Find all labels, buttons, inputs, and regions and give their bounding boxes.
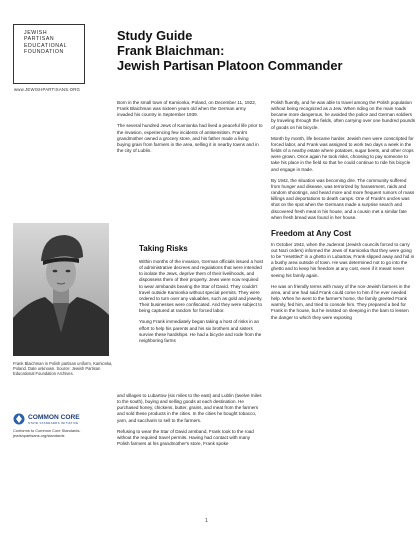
common-core-logo-icon [13,413,25,425]
right-column [271,100,416,321]
logo-line: JEWISH [24,30,48,36]
common-core-badge [13,413,113,438]
title-line-2: Frank Blaichman: [117,43,225,58]
logo-line: PARTISAN [24,36,55,43]
intro-paragraph: Born in the small town of Kamionka, Poland, on December 11, 1922, Frank Blaichman was sixteen years old when the German army invaded his country in September 1939. [117,100,257,118]
portrait-photo [13,223,109,356]
intro-column [117,100,263,154]
foundation-logo [24,30,84,56]
body-paragraph: By 1942, the situation was becoming dire. The community suffered from hunger and disease, was terrorized by harassment, raids and random shootings, and heard more and more frequent rumors of mass killings and deportations to death camps. One of Frank's uncles was shot on the spot when the Germans made a surprise search and discovered fresh meat in his house, and a cousin met a similar fate when fresh bread was found in her house. [271,177,415,220]
taking-risks-continued [117,393,263,447]
risks-paragraph: Young Frank immediately began taking a host of risks in an effort to help his parents and his six brothers and sisters survive these hardships. He had a bicycle and rode from the neighboring farms [139,319,262,343]
risks-paragraph: Refusing to wear the Star of David armband, Frank took to the road without the required travel permits. Having had contact with many Polish farmers at his grandmother's store, Frank spoke [117,428,254,447]
body-paragraph: In October 1942, when the Judenrat (Jewish councils forced to carry out Nazi orders) informed the Jews of Kamionka that they were going to be "resettled" in a ghetto in Lubartow, Frank slipped away and hid in a bushy area outside of town. He was determined not to go into the ghetto and to keep his freedom at any cost, even if it meant never seeing his family again. [271,241,415,278]
document-title [117,28,417,73]
title-line-3: Jewish Partisan Platoon Commander [117,58,343,73]
body-paragraph: Month by month, life became harder. Jewish men were conscripted for forced labor, and Frank was assigned to work two days a week in the fields of a nearby estate where potatoes, sugar beets, and other crops were grown. Once again he took risks, choosing to pay someone to take his place in the field so that he could continue to ride his bicycle and engage in trade. [271,135,414,172]
section-heading-taking-risks: Taking Risks [139,244,188,253]
common-core-name: COMMON CORE [28,413,80,421]
risks-paragraph: Within months of the invasion, German officials issued a host of administrative decrees and regulations that were intended to isolate the Jews, deprive them of their livelihoods, and dispossess them of their property. Jews were now required to wear armbands bearing the Star of David. They couldn't travel outside Kamionka without special permits. They were ordered to turn over any valuables, such as gold and jewelry. Their businesses were confiscated. And they were subject to being captured at random for forced labor. [139,259,264,314]
common-core-note: Conforms to Common Core Standards. jewishpartisans.org/standards [13,428,81,438]
intro-paragraph: The several hundred Jews of Kamionka had lived a peaceful life prior to the invasion, experiencing few incidents of antisemitism. Frank's grandmother owned a grocery store, and his father made a living buying grain from farmers in the area, selling it in nearby towns and in the city of Lublin. [117,123,263,154]
common-core-subtitle: STATE STANDARDS INITIATIVE [28,420,79,425]
foundation-url[interactable]: www.JEWISHPARTISANS.ORG [14,87,81,92]
page-number: 1 [205,518,208,524]
body-paragraph: Polish fluently, and he was able to travel among the Polish population without being recognized as a Jew. When riding on the main roads became more dangerous, he avoided the police and German soldiers by traveling through the fields, often carrying over one hundred pounds of goods on his bicycle. [271,100,416,130]
taking-risks-section [117,259,263,344]
section-heading-freedom: Freedom at Any Cost [271,228,352,238]
risks-paragraph: and villages to Lubartow (six miles to the east) and Lublin (twelve miles to the south), buying and selling goods at each destination. He purchased honey, chickens, butter, grains, and meat from the farmers and sold these products in the cities. In the cities he bought tobacco, yarn, and saccharin to sell to the farmers. [117,393,262,423]
body-paragraph: He was on friendly terms with many of the non-Jewish farmers in the area, and one had said Frank could come to him if he ever needed help. When he went to the farmer's home, the family greeted Frank warmly, fed him, and tried to console him. They prepared a bed for Frank in the house, but he insisted on sleeping in the barn to lessen the danger to which they were exposing [271,283,411,320]
logo-line: EDUCATIONAL [24,42,68,49]
logo-line: FOUNDATION [24,49,64,56]
photo-caption: Frank Blaichman in Polish partisan uniform, Kamionka, Poland. Date unknown. Source: Jewish Partisan Educational Foundation Archives. [13,361,113,377]
title-line-1: Study Guide [117,28,193,43]
